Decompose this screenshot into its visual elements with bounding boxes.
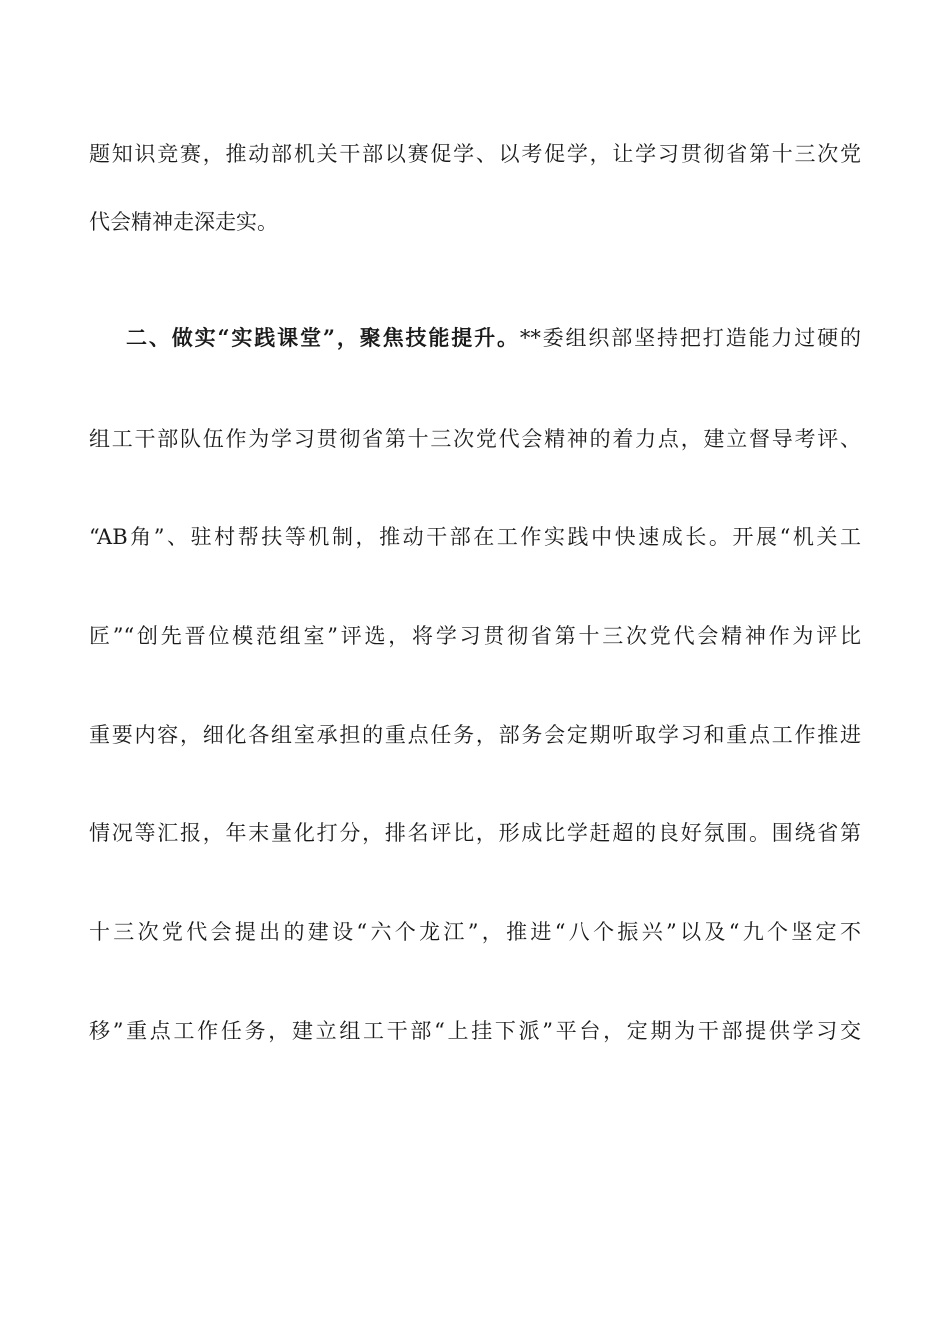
paragraph-2-line-5: 重要内容，细化各组室承担的重点任务，部务会定期听取学习和重点工作推进 <box>89 723 861 747</box>
paragraph-2-line-1-text: **委组织部坚持把打造能力过硬的 <box>519 326 861 350</box>
paragraph-1-line-1: 题知识竞赛，推动部机关干部以赛促学、以考促学，让学习贯彻省第十三次党 <box>89 142 861 166</box>
paragraph-2-line-7: 十三次党代会提出的建设“六个龙江”，推进“八个振兴”以及“九个坚定不 <box>89 920 861 944</box>
paragraph-2-line-8: 移”重点工作任务，建立组工干部“上挂下派”平台，定期为干部提供学习交 <box>89 1019 861 1043</box>
paragraph-2-line-4: 匠”“创先晋位模范组室”评选，将学习贯彻省第十三次党代会精神作为评比 <box>89 624 861 648</box>
paragraph-2-line-6: 情况等汇报，年末量化打分，排名评比，形成比学赶超的良好氛围。围绕省第 <box>89 821 861 845</box>
paragraph-2-line-1 <box>126 318 861 358</box>
section-heading: 二、做实“实践课堂”，聚焦技能提升。 <box>126 325 520 350</box>
paragraph-1-line-2: 代会精神走深走实。 <box>89 210 278 234</box>
paragraph-2-line-3: “AB角”、驻村帮扶等机制，推动干部在工作实践中快速成长。开展“机关工 <box>89 525 861 549</box>
paragraph-2-line-2: 组工干部队伍作为学习贯彻省第十三次党代会精神的着力点，建立督导考评、 <box>89 427 861 451</box>
